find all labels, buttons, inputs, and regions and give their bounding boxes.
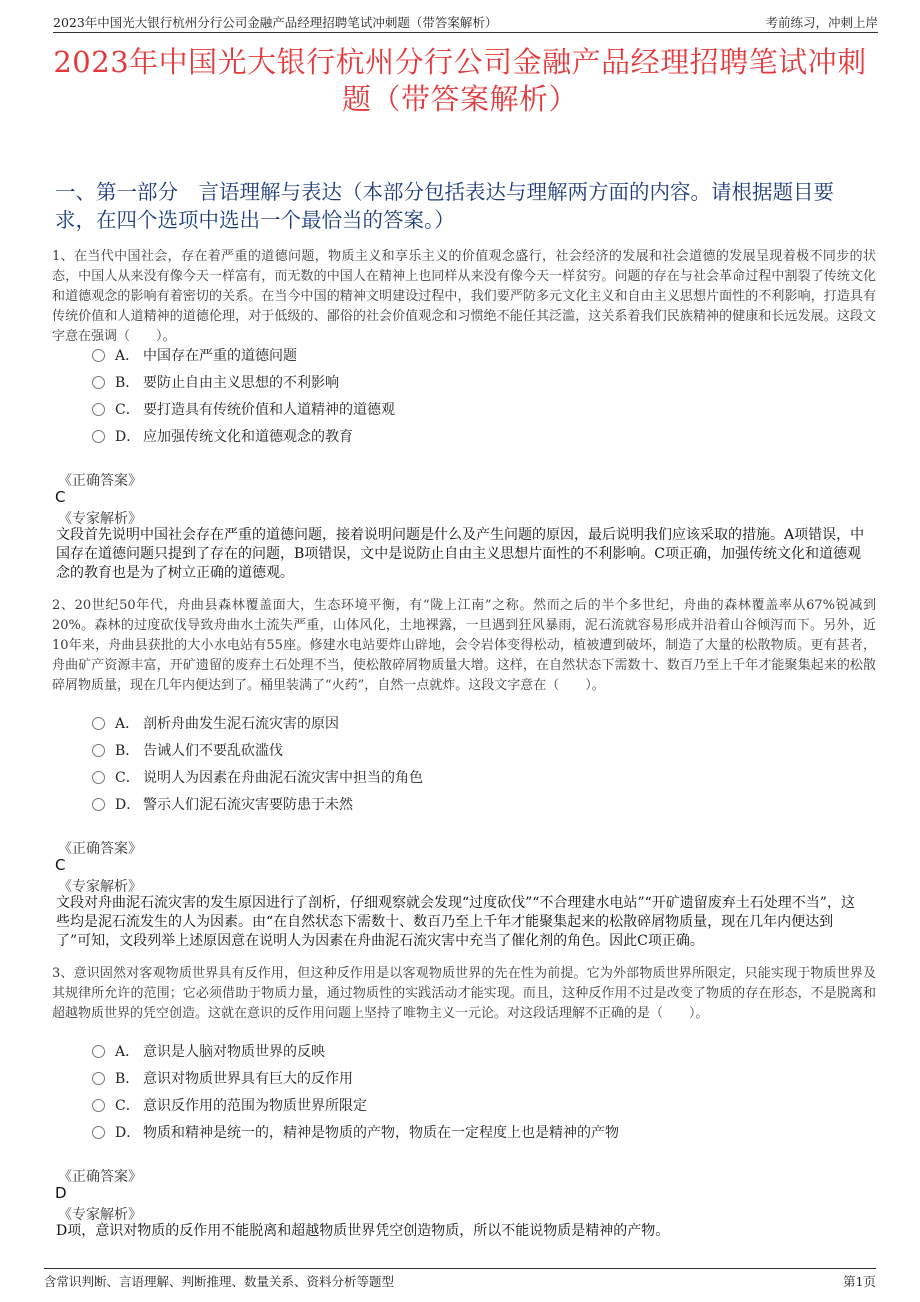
- page-footer: [44, 1268, 876, 1289]
- question-1-option-b[interactable]: B． 要防止自由主义思想的不利影响: [92, 372, 339, 394]
- question-2-option-a[interactable]: A． 剖析舟曲发生泥石流灾害的原因: [92, 713, 339, 735]
- question-1-stem: 1、在当代中国社会，存在着严重的道德问题，物质主义和享乐主义的价值观念盛行，社会经济的发展和社会道德的发展呈现着极不同步的状态，中国人从来没有像今天一样富有，而无数的中国人在精神上也同样从来没有像今天一样贫穷。问题的存在与社会革命过程中割裂了传统文化和道德观念的影响有着密切的关系。在当今中国的精神文明建设过程中，我们要严防多元文化主义和自由主义思想片面性的不利影响，打造具有传统价值和人道精神的道德伦理，对于低级的、鄙俗的社会价值观念和习惯绝不能任其泛滥，这关系着我们民族精神的健康和长远发展。这段文字意在强调（ ）。: [52, 249, 876, 344]
- explanation-label: 《专家解析》: [58, 879, 142, 895]
- question-2-option-b[interactable]: B． 告诫人们不要乱砍滥伐: [92, 740, 283, 762]
- radio-icon[interactable]: [92, 717, 105, 730]
- section-heading: 一、第一部分 言语理解与表达（本部分包括表达与理解两方面的内容。请根据题目要求，在四个选项中选出一个最恰当的答案。）: [55, 180, 834, 232]
- question-3-stem: 3、意识固然对客观物质世界具有反作用，但这种反作用是以客观物质世界的先在性为前提。它为外部物质世界所限定，只能实现于物质世界及其规律所允许的范围；它必须借助于物质力量，通过物质性的实践活动才能实现。而且，这种反作用不过是改变了物质的存在形态，不是脱离和超越物质世界的凭空创造。这就在意识的反作用问题上坚持了唯物主义一元论。对这段话理解不正确的是（ ）。: [52, 966, 876, 1021]
- page-number: 第1页: [843, 1274, 876, 1289]
- question-2-stem: 2、20世纪50年代，舟曲县森林覆盖面大，生态环境平衡，有“陇上江南”之称。然而之后的半个多世纪，舟曲的森林覆盖率从67%锐减到20%。森林的过度砍伐导致舟曲水土流失严重，山体风化，土地裸露，一旦遇到狂风暴雨，泥石流就容易形成并沿着山谷倾泻而下。另外，近10年来，舟曲县获批的大小水电站有55座。修建水电站要炸山辟地，会令岩体变得松动，植被遭到破坏，制造了大量的松散物质。更有甚者，舟曲矿产资源丰富，开矿遗留的废弃土石处理不当，使松散碎屑物质量大增。这样，在自然状态下需数十、数百乃至上千年才能聚集起来的松散碎屑物质量，现在几年内便达到了。桶里装满了“火药”，自然一点就炸。这段文字意在（ ）。: [52, 598, 876, 693]
- question-2-answer: C: [55, 856, 66, 874]
- explanation-label: 《专家解析》: [58, 1207, 142, 1223]
- question-1-answer: C: [55, 488, 66, 506]
- answer-label: 《正确答案》: [58, 1169, 142, 1185]
- question-3-option-c[interactable]: C． 意识反作用的范围为物质世界所限定: [92, 1095, 367, 1117]
- radio-icon[interactable]: [92, 771, 105, 784]
- question-3-option-d[interactable]: D． 物质和精神是统一的，精神是物质的产物，物质在一定程度上也是精神的产物: [92, 1122, 619, 1144]
- answer-label: 《正确答案》: [58, 473, 142, 489]
- header-slogan: 考前练习，冲刺上岸: [765, 15, 878, 30]
- question-3-option-a[interactable]: A． 意识是人脑对物质世界的反映: [92, 1041, 325, 1063]
- header-doc-title: 2023年中国光大银行杭州分行公司金融产品经理招聘笔试冲刺题（带答案解析）: [53, 15, 498, 30]
- question-3-explanation: D项，意识对物质的反作用不能脱离和超越物质世界凭空创造物质，所以不能说物质是精神的产物。: [56, 1223, 670, 1239]
- footer-question-types: 含常识判断、言语理解、判断推理、数量关系、资料分析等题型: [44, 1274, 395, 1289]
- document-title: 2023年中国光大银行杭州分行公司金融产品经理招聘笔试冲刺题（带答案解析）: [53, 45, 867, 116]
- question-1-option-c[interactable]: C． 要打造具有传统价值和人道精神的道德观: [92, 399, 395, 421]
- question-3-answer: D: [55, 1184, 67, 1202]
- page-header: [53, 12, 878, 33]
- radio-icon[interactable]: [92, 1045, 105, 1058]
- radio-icon[interactable]: [92, 1072, 105, 1085]
- radio-icon[interactable]: [92, 744, 105, 757]
- question-1-option-d[interactable]: D． 应加强传统文化和道德观念的教育: [92, 426, 353, 448]
- radio-icon[interactable]: [92, 430, 105, 443]
- question-2-option-c[interactable]: C． 说明人为因素在舟曲泥石流灾害中担当的角色: [92, 767, 423, 789]
- radio-icon[interactable]: [92, 1099, 105, 1112]
- radio-icon[interactable]: [92, 1126, 105, 1139]
- radio-icon[interactable]: [92, 376, 105, 389]
- answer-label: 《正确答案》: [58, 841, 142, 857]
- explanation-label: 《专家解析》: [58, 511, 142, 527]
- question-2-explanation: 文段对舟曲泥石流灾害的发生原因进行了剖析，仔细观察就会发现“过度砍伐”“不合理建水电站”“开矿遗留废弃土石处理不当”，这些均是泥石流发生的人为因素。由“在自然状态下需数十、数百乃至上千年才能聚集起来的松散碎屑物质量，现在几年内便达到了”可知，文段列举上述原因意在说明人为因素在舟曲泥石流灾害中充当了催化剂的角色。因此C项正确。: [56, 895, 855, 949]
- radio-icon[interactable]: [92, 349, 105, 362]
- question-1-explanation: 文段首先说明中国社会存在严重的道德问题，接着说明问题是什么及产生问题的原因，最后说明我们应该采取的措施。A项错误，中国存在道德问题只提到了存在的问题，B项错误，文中是说防止自由主义思想片面性的不利影响。C项正确，加强传统文化和道德观念的教育也是为了树立正确的道德观。: [56, 527, 865, 581]
- question-1-option-a[interactable]: A． 中国存在严重的道德问题: [92, 345, 297, 367]
- radio-icon[interactable]: [92, 403, 105, 416]
- radio-icon[interactable]: [92, 798, 105, 811]
- question-3-option-b[interactable]: B． 意识对物质世界具有巨大的反作用: [92, 1068, 353, 1090]
- question-2-option-d[interactable]: D． 警示人们泥石流灾害要防患于未然: [92, 794, 353, 816]
